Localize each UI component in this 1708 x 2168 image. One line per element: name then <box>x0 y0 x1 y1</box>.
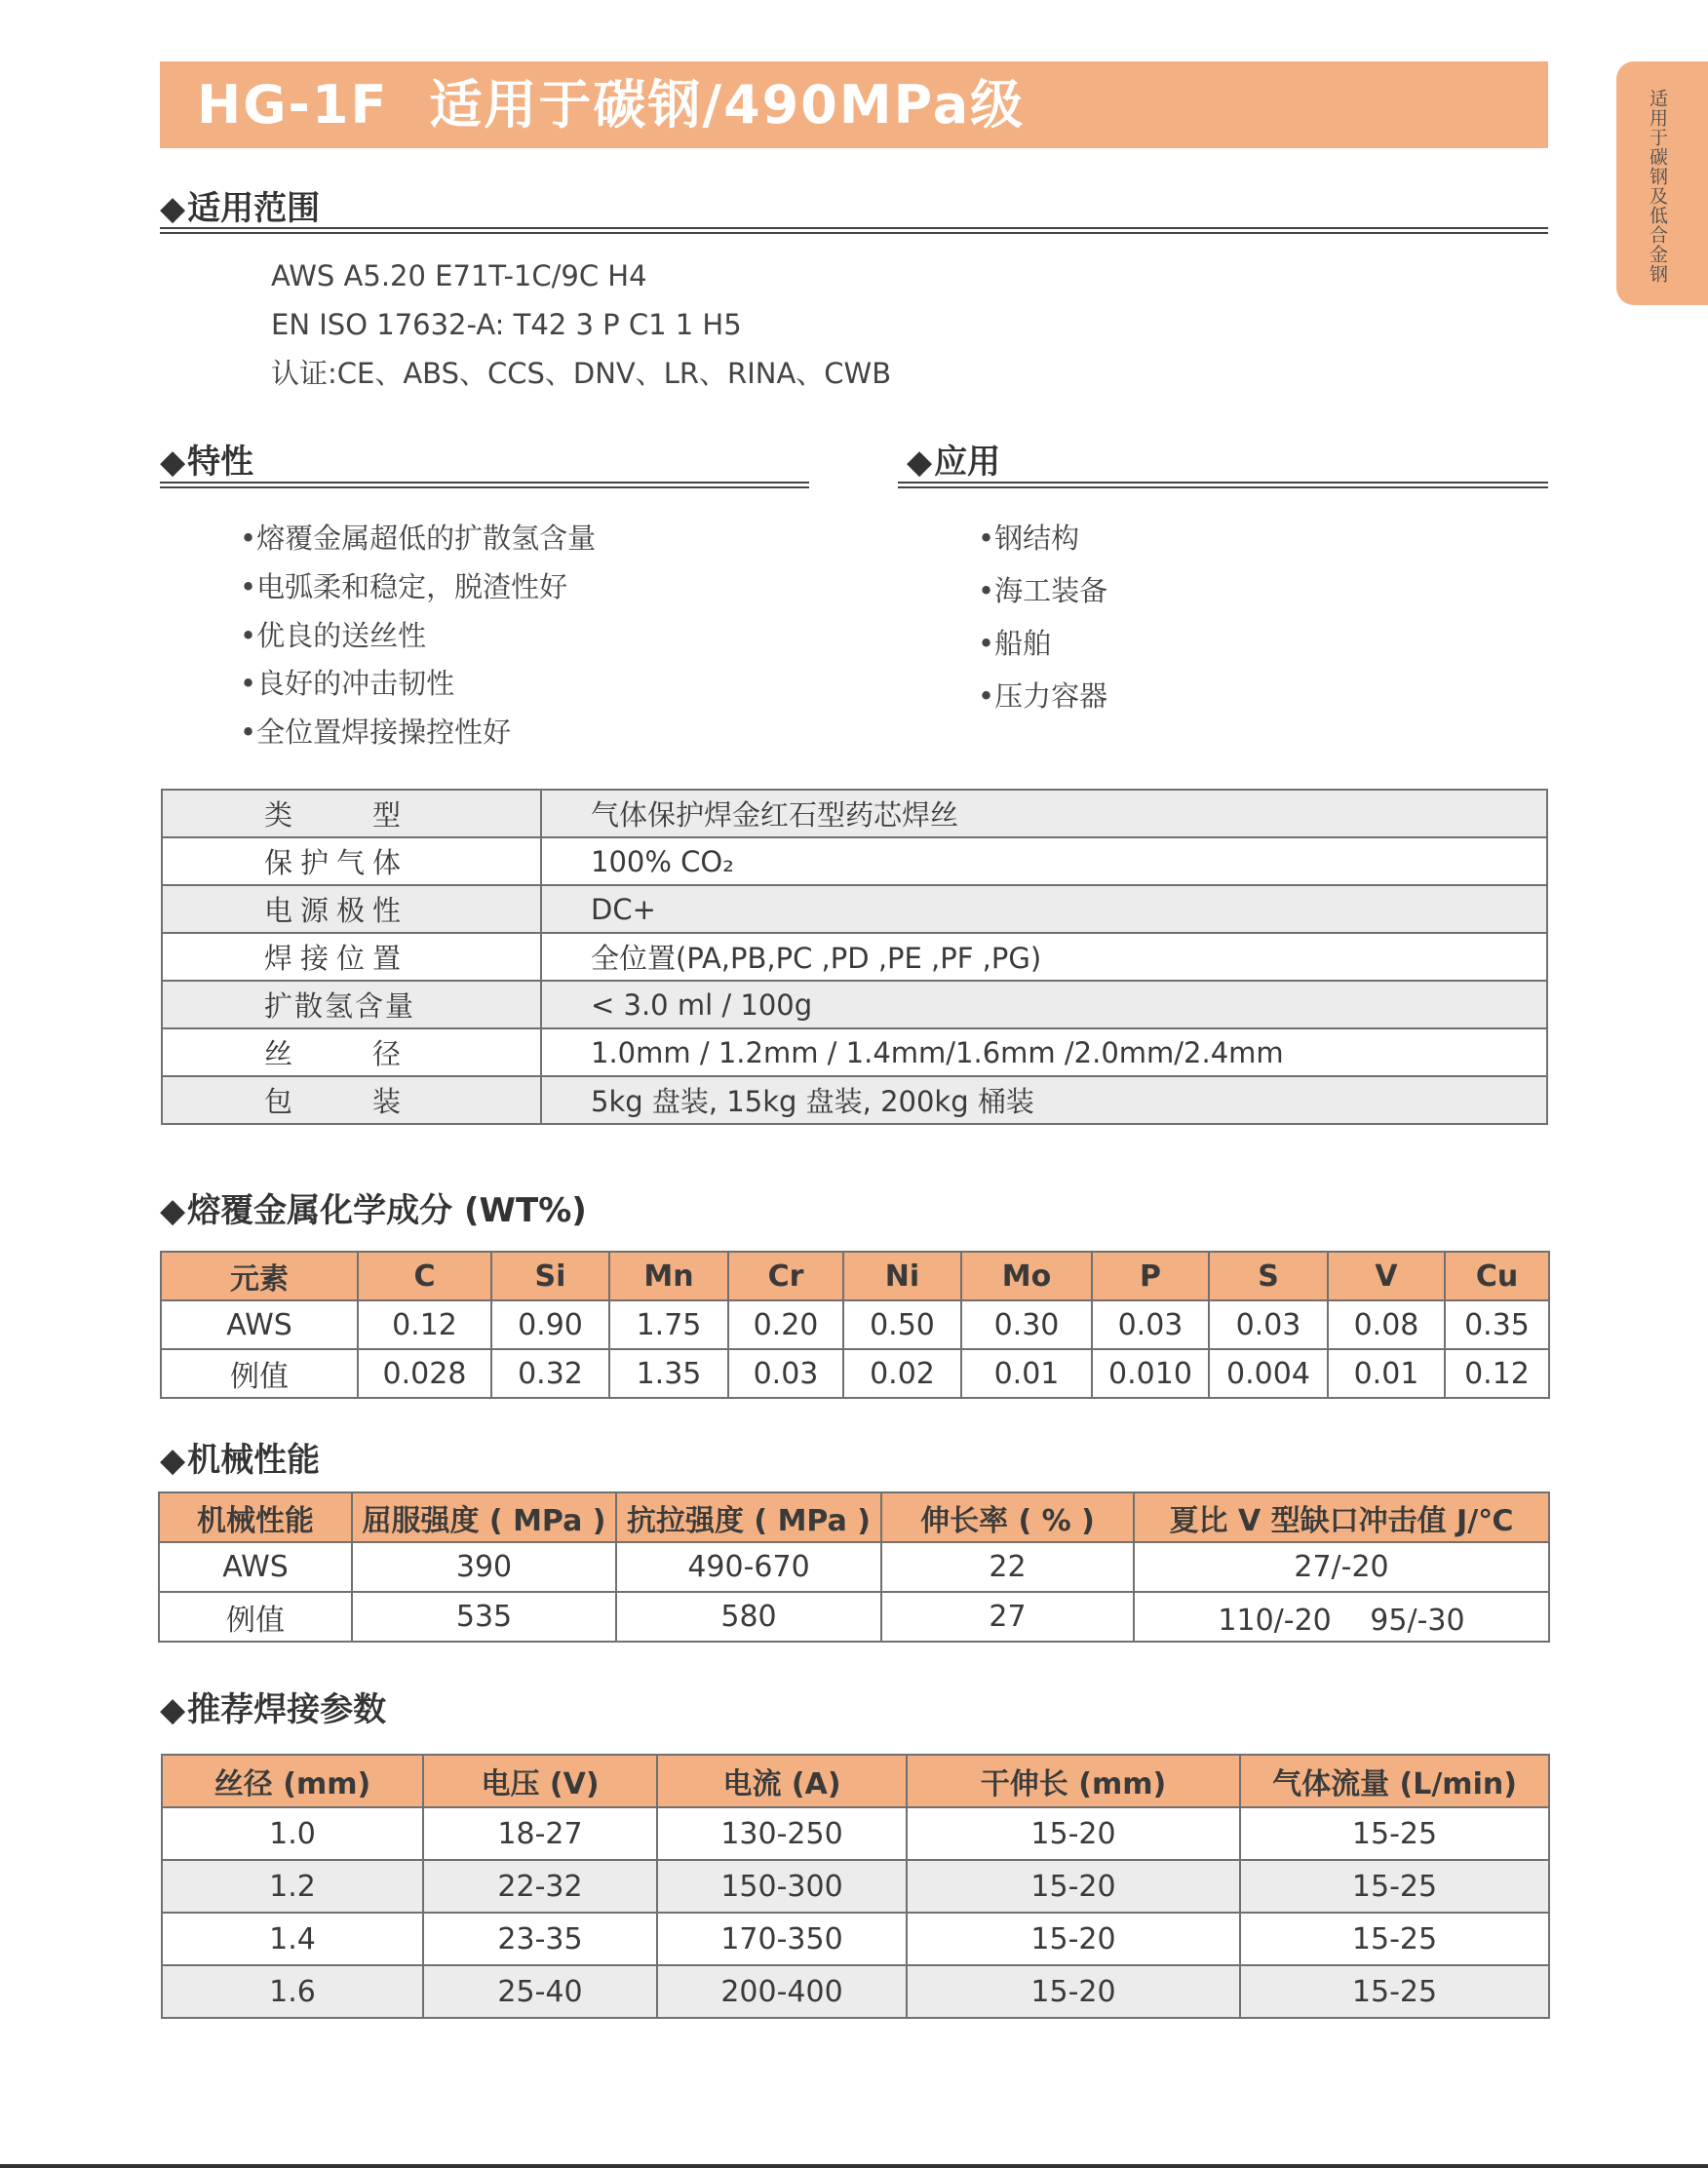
table-cell: 390 <box>352 1542 616 1592</box>
diamond-icon: ◆ <box>160 189 186 228</box>
info-value: 100% CO₂ <box>541 837 1547 885</box>
section-heading-mechanical <box>160 1433 320 1481</box>
table-cell: 15-25 <box>1240 1860 1549 1913</box>
table-cell: 15-20 <box>907 1913 1240 1965</box>
column-header: 干伸长 (mm) <box>907 1755 1240 1807</box>
info-value: 气体保护焊金红石型药芯焊丝 <box>541 790 1547 837</box>
info-value: DC+ <box>541 885 1547 933</box>
table-row <box>161 1300 1549 1349</box>
info-value: 全位置(PA,PB,PC ,PD ,PE ,PF ,PG) <box>541 933 1547 981</box>
column-header: 夏比 V 型缺口冲击值 J/℃ <box>1134 1492 1549 1542</box>
column-header: C <box>358 1252 491 1300</box>
table-row <box>162 1860 1549 1913</box>
section-heading-scope <box>160 181 320 229</box>
table-row <box>162 1807 1549 1860</box>
column-header: 元素 <box>161 1252 358 1300</box>
table-cell: 580 <box>616 1592 881 1642</box>
table-row <box>162 1028 1547 1076</box>
table-row <box>162 885 1547 933</box>
table-row <box>159 1592 1549 1642</box>
table-cell: 1.4 <box>162 1913 423 1965</box>
section-heading-chemistry <box>160 1183 587 1231</box>
table-row <box>162 1965 1549 2018</box>
application-item: •海工装备 <box>978 574 1108 607</box>
feature-item: •熔覆金属超低的扩散氢含量 <box>240 522 597 555</box>
table-header-row <box>159 1492 1549 1542</box>
column-header: Mn <box>609 1252 728 1300</box>
table-row <box>162 837 1547 885</box>
side-tab <box>1616 61 1708 305</box>
info-label: 电源极性 <box>162 885 541 933</box>
column-header: 电压 (V) <box>423 1755 657 1807</box>
table-cell: 15-25 <box>1240 1913 1549 1965</box>
table-cell: 0.12 <box>358 1300 491 1349</box>
diamond-icon: ◆ <box>907 443 933 482</box>
table-cell: 27/-20 <box>1134 1542 1549 1592</box>
table-cell: 1.35 <box>609 1349 728 1398</box>
title-banner <box>160 61 1548 148</box>
table-cell: 22-32 <box>423 1860 657 1913</box>
feature-item: •电弧柔和稳定，脱渣性好 <box>240 570 568 603</box>
column-header: 伸长率 ( % ) <box>881 1492 1134 1542</box>
table-row <box>162 981 1547 1028</box>
column-header: V <box>1328 1252 1445 1300</box>
chemistry-heading-text: 熔覆金属化学成分 (WT%) <box>187 1191 587 1230</box>
parameters-heading-text: 推荐焊接参数 <box>187 1690 387 1729</box>
table-cell: 例值 <box>161 1349 358 1398</box>
standard-line: AWS A5.20 E71T-1C/9C H4 <box>271 259 647 292</box>
table-cell: 130-250 <box>657 1807 907 1860</box>
diamond-icon: ◆ <box>160 443 186 482</box>
table-cell: 1.6 <box>162 1965 423 2018</box>
column-header: Ni <box>843 1252 961 1300</box>
mechanical-properties-table <box>158 1491 1550 1643</box>
table-row <box>161 1349 1549 1398</box>
diamond-icon: ◆ <box>160 1690 186 1729</box>
table-cell: 15-25 <box>1240 1965 1549 2018</box>
table-cell: 1.2 <box>162 1860 423 1913</box>
info-value: 5kg 盘装, 15kg 盘装, 200kg 桶装 <box>541 1076 1547 1124</box>
table-header-row <box>161 1252 1549 1300</box>
table-row <box>162 1076 1547 1124</box>
info-value: 1.0mm / 1.2mm / 1.4mm/1.6mm /2.0mm/2.4mm <box>541 1028 1547 1076</box>
table-cell: AWS <box>161 1300 358 1349</box>
column-header: 机械性能 <box>159 1492 352 1542</box>
certification-line: 认证:CE、ABS、CCS、DNV、LR、RINA、CWB <box>271 357 892 390</box>
table-cell: 0.50 <box>843 1300 961 1349</box>
column-header: Cr <box>728 1252 843 1300</box>
table-cell: 0.08 <box>1328 1300 1445 1349</box>
info-label: 类 型 <box>162 790 541 837</box>
section-divider <box>160 227 1548 234</box>
info-label: 丝 径 <box>162 1028 541 1076</box>
application-item: •船舶 <box>978 627 1052 660</box>
table-cell: 0.02 <box>843 1349 961 1398</box>
diamond-icon: ◆ <box>160 1441 186 1480</box>
column-header: 屈服强度 ( MPa ) <box>352 1492 616 1542</box>
applications-heading-text: 应用 <box>934 443 1001 482</box>
table-cell: 23-35 <box>423 1913 657 1965</box>
feature-item: •全位置焊接操控性好 <box>240 716 512 749</box>
scope-standards <box>271 252 891 398</box>
table-cell: 15-20 <box>907 1965 1240 2018</box>
table-cell: 1.0 <box>162 1807 423 1860</box>
info-label: 焊接位置 <box>162 933 541 981</box>
table-cell: 1.75 <box>609 1300 728 1349</box>
chemical-composition-table <box>160 1251 1550 1399</box>
table-row <box>159 1542 1549 1592</box>
info-value: < 3.0 ml / 100g <box>541 981 1547 1028</box>
feature-item: •优良的送丝性 <box>240 619 427 652</box>
table-cell: 0.03 <box>728 1349 843 1398</box>
diamond-icon: ◆ <box>160 1191 186 1230</box>
column-header: 气体流量 (L/min) <box>1240 1755 1549 1807</box>
table-cell: 0.01 <box>961 1349 1092 1398</box>
table-cell: 0.004 <box>1209 1349 1328 1398</box>
column-header: 抗拉强度 ( MPa ) <box>616 1492 881 1542</box>
info-label: 保护气体 <box>162 837 541 885</box>
application-item: •压力容器 <box>978 679 1108 713</box>
column-header: 电流 (A) <box>657 1755 907 1807</box>
table-cell: 0.32 <box>491 1349 609 1398</box>
standard-line: EN ISO 17632-A: T42 3 P C1 1 H5 <box>271 308 742 341</box>
table-cell: 15-20 <box>907 1860 1240 1913</box>
table-cell: 490-670 <box>616 1542 881 1592</box>
table-cell: 例值 <box>159 1592 352 1642</box>
table-cell: 0.01 <box>1328 1349 1445 1398</box>
section-divider <box>160 482 809 488</box>
table-header-row <box>162 1755 1549 1807</box>
feature-item: •良好的冲击韧性 <box>240 667 455 700</box>
table-cell: 0.028 <box>358 1349 491 1398</box>
table-cell: 0.12 <box>1445 1349 1549 1398</box>
table-cell: 18-27 <box>423 1807 657 1860</box>
table-cell: 150-300 <box>657 1860 907 1913</box>
column-header: 丝径 (mm) <box>162 1755 423 1807</box>
mechanical-heading-text: 机械性能 <box>187 1441 321 1480</box>
table-cell: 27 <box>881 1592 1134 1642</box>
side-tab-label: 适用于碳钢及低合金钢 <box>1647 89 1668 284</box>
table-row <box>162 933 1547 981</box>
page-bottom-rule <box>0 2164 1708 2168</box>
info-label: 包 装 <box>162 1076 541 1124</box>
column-header: P <box>1092 1252 1209 1300</box>
column-header: Mo <box>961 1252 1092 1300</box>
table-cell: 22 <box>881 1542 1134 1592</box>
table-cell: AWS <box>159 1542 352 1592</box>
section-heading-applications <box>907 435 1000 483</box>
table-cell: 15-20 <box>907 1807 1240 1860</box>
section-divider <box>898 482 1548 488</box>
table-cell: 0.35 <box>1445 1300 1549 1349</box>
features-heading-text: 特性 <box>187 443 254 482</box>
product-info-table <box>161 789 1548 1125</box>
column-header: Cu <box>1445 1252 1549 1300</box>
table-cell: 0.03 <box>1092 1300 1209 1349</box>
table-cell: 0.03 <box>1209 1300 1328 1349</box>
page-title: 适用于碳钢/490MPa级 <box>429 74 1026 136</box>
info-label: 扩散氢含量 <box>162 981 541 1028</box>
scope-heading-text: 适用范围 <box>187 189 321 228</box>
application-item: •钢结构 <box>978 522 1080 555</box>
table-cell: 0.20 <box>728 1300 843 1349</box>
table-row <box>162 1913 1549 1965</box>
table-cell: 0.90 <box>491 1300 609 1349</box>
table-cell: 0.30 <box>961 1300 1092 1349</box>
table-cell: 170-350 <box>657 1913 907 1965</box>
section-heading-parameters <box>160 1683 386 1730</box>
column-header: Si <box>491 1252 609 1300</box>
column-header: S <box>1209 1252 1328 1300</box>
product-code: HG-1F <box>197 74 389 136</box>
table-cell: 15-25 <box>1240 1807 1549 1860</box>
table-cell: 25-40 <box>423 1965 657 2018</box>
table-cell: 110/-20 95/-30 <box>1134 1592 1549 1642</box>
table-row <box>162 790 1547 837</box>
section-heading-features <box>160 435 253 483</box>
table-cell: 200-400 <box>657 1965 907 2018</box>
table-cell: 0.010 <box>1092 1349 1209 1398</box>
welding-parameters-table <box>161 1754 1550 2019</box>
table-cell: 535 <box>352 1592 616 1642</box>
